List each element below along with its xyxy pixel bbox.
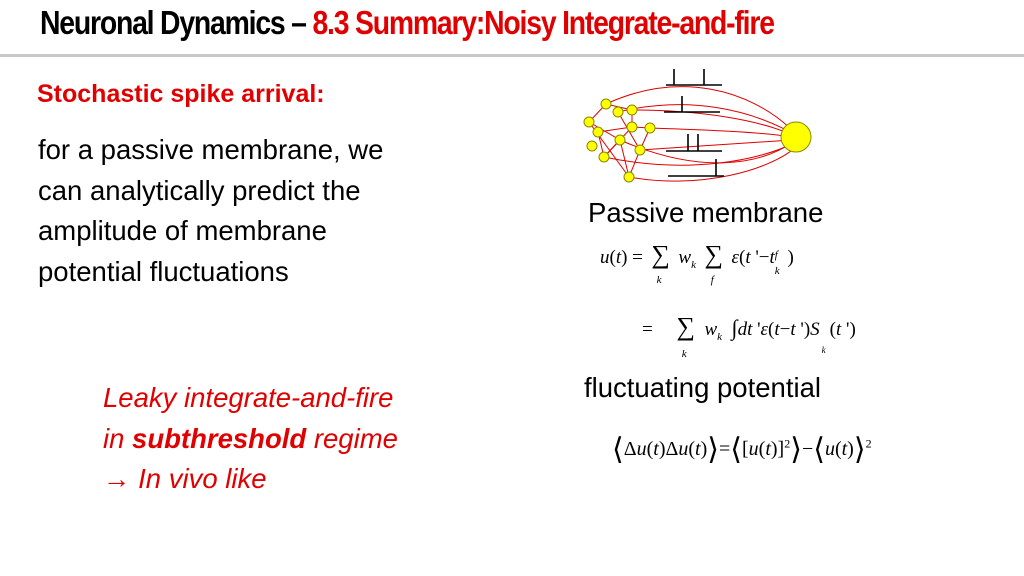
presynaptic-neuron [584, 117, 594, 127]
spike-train [666, 134, 722, 151]
note-prefix: in [103, 422, 133, 454]
note-suffix: regime [306, 422, 398, 454]
equation-fluctuation-variance: $⟨\Delta u(t)\Delta u(t)⟩=⟨[u(t)]^2⟩-⟨u(t)⟩^2$ [612, 433, 872, 466]
title-main: Neuronal Dynamics – [40, 4, 313, 41]
spike-train [664, 96, 720, 112]
body-line: can analytically predict the [38, 174, 361, 206]
spike-trains [664, 69, 724, 176]
presynaptic-neuron [627, 122, 637, 132]
note-line: → In vivo like [103, 463, 267, 494]
presynaptic-neuron [593, 127, 603, 137]
title-subtitle: 8.3 Summary:Noisy Integrate-and-fire [312, 4, 774, 41]
note-emphasis: subthreshold [132, 422, 307, 454]
section-heading: Stochastic spike arrival: [37, 80, 325, 108]
note-line: Leaky integrate-and-fire [103, 382, 394, 413]
fluctuating-potential-label: fluctuating potential [584, 372, 821, 403]
presynaptic-neuron [615, 135, 625, 145]
equation-passive-membrane: u(t) = ∑ k $w_k$ ∑ f ε(t '−t f k ) [600, 240, 794, 286]
body-line: amplitude of membrane [38, 215, 327, 246]
presynaptic-neuron [635, 145, 645, 155]
presynaptic-neuron [624, 172, 634, 182]
body-line: potential fluctuations [38, 255, 289, 287]
presynaptic-neuron [601, 99, 611, 109]
presynaptic-neuron [613, 107, 623, 117]
equation-convolution: = ∑ k $w_k$ ∫dt 'ε(t−t ')S k (t ') [642, 312, 856, 360]
passive-membrane-label: Passive membrane [588, 197, 824, 228]
presynaptic-neuron [599, 152, 609, 162]
presynaptic-neuron [587, 141, 597, 151]
target-neuron [781, 122, 811, 152]
presynaptic-neuron [627, 105, 637, 115]
presynaptic-neuron [645, 123, 655, 133]
body-line: for a passive membrane, we [38, 134, 384, 165]
connections [589, 87, 796, 181]
spike-train [666, 69, 722, 85]
